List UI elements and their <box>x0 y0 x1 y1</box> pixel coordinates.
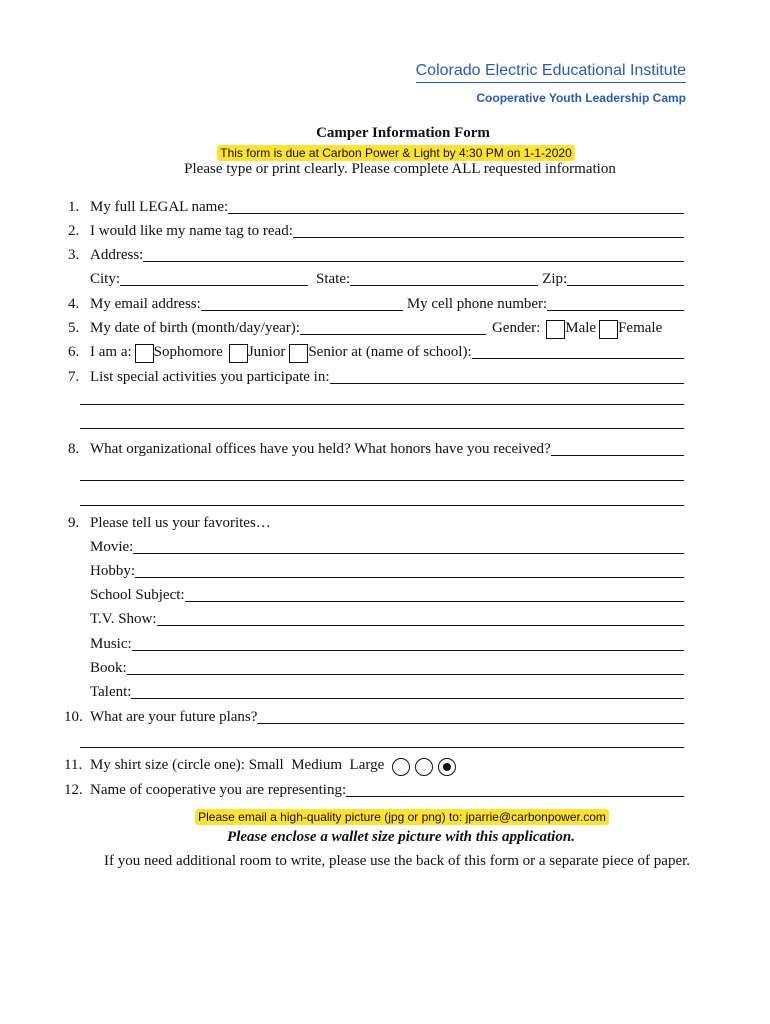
question-7 <box>68 366 684 386</box>
junior-label: Junior <box>247 344 286 360</box>
hobby-field[interactable] <box>135 563 684 578</box>
phone-label: My cell phone number: <box>406 296 548 312</box>
movie-label: Movie: <box>90 539 134 555</box>
question-4 <box>68 293 684 313</box>
activities-field[interactable] <box>330 369 684 384</box>
form-title: Camper Information Form <box>316 125 490 141</box>
question-label: Please tell us your favorites… <box>90 515 271 531</box>
subject-label: School Subject: <box>90 587 185 603</box>
question-label: List special activities you participate in: <box>90 369 330 385</box>
state-label: State: <box>316 271 351 287</box>
phone-field[interactable] <box>547 296 684 311</box>
question-label: Address: <box>90 247 144 263</box>
question-3 <box>68 244 684 264</box>
question-label: My email address: <box>90 296 201 312</box>
due-notice: This form is due at Carbon Power & Light by 4:30 PM on 1-1-2020 <box>217 145 575 161</box>
name-tag-field[interactable] <box>293 223 684 238</box>
senior-label: Senior at (name of school): <box>308 344 472 360</box>
question-9 <box>68 512 684 532</box>
shirt-size-radio-1[interactable] <box>392 758 410 776</box>
question-number: 7. <box>68 369 80 385</box>
question-2 <box>68 220 684 240</box>
zip-field[interactable] <box>567 271 684 286</box>
talent-label: Talent: <box>90 684 132 700</box>
additional-room-note: If you need additional room to write, please use the back of this form or a separate piece of paper. <box>104 853 691 869</box>
sophomore-checkbox[interactable] <box>135 344 154 363</box>
book-field[interactable] <box>127 660 684 675</box>
zip-label: Zip: <box>542 271 568 287</box>
question-number: 3. <box>68 247 80 263</box>
future-plans-line-2[interactable] <box>80 747 684 748</box>
cooperative-field[interactable] <box>346 782 684 797</box>
question-11 <box>64 754 684 774</box>
talent-field[interactable] <box>131 684 684 699</box>
movie-field[interactable] <box>133 539 684 554</box>
question-number: 11. <box>64 757 83 773</box>
email-notice-wrap <box>0 808 770 826</box>
question-label: My date of birth (month/day/year): <box>90 320 300 336</box>
shirt-size-radio-2[interactable] <box>415 758 433 776</box>
shirt-size-radio-3[interactable] <box>438 758 456 776</box>
question-12 <box>64 779 684 799</box>
question-3-city-row <box>68 268 684 288</box>
music-field[interactable] <box>132 636 684 651</box>
email-notice: Please email a high-quality picture (jpg or png) to: jparrie@carbonpower.com <box>195 809 609 825</box>
question-label: Name of cooperative you are representing: <box>90 782 347 798</box>
question-number: 5. <box>68 320 80 336</box>
subject-field[interactable] <box>185 587 684 602</box>
org-header <box>416 62 686 105</box>
future-plans-field[interactable] <box>257 709 684 724</box>
question-label: What organizational offices have you held? What honors have you received? <box>90 441 551 457</box>
email-field[interactable] <box>201 296 403 311</box>
question-5 <box>68 317 684 337</box>
question-number: 2. <box>68 223 80 239</box>
city-field[interactable] <box>120 271 308 286</box>
question-number: 12. <box>64 782 83 798</box>
tv-field[interactable] <box>157 611 684 626</box>
favorite-subject-row <box>68 584 684 604</box>
favorite-hobby-row <box>68 560 684 580</box>
question-10 <box>64 706 684 726</box>
question-label: My shirt size (circle one): Small Medium Large <box>90 757 385 773</box>
sophomore-label: Sophomore <box>153 344 223 360</box>
activities-line-2[interactable] <box>80 404 684 405</box>
favorite-talent-row <box>68 681 684 701</box>
junior-checkbox[interactable] <box>229 344 248 363</box>
state-field[interactable] <box>350 271 538 286</box>
female-label: Female <box>618 320 663 336</box>
question-label: I am a: <box>90 344 132 360</box>
male-checkbox[interactable] <box>546 320 565 339</box>
due-notice-wrap <box>0 144 770 162</box>
enclose-notice: Please enclose a wallet size picture with this application. <box>227 829 575 845</box>
favorite-book-row <box>68 657 684 677</box>
question-number: 10. <box>64 709 83 725</box>
female-checkbox[interactable] <box>599 320 618 339</box>
offices-field[interactable] <box>551 441 684 456</box>
legal-name-field[interactable] <box>228 199 684 214</box>
city-label: City: <box>90 271 121 287</box>
question-number: 9. <box>68 515 80 531</box>
school-field[interactable] <box>472 344 684 359</box>
favorite-movie-row <box>68 536 684 556</box>
question-number: 1. <box>68 199 80 215</box>
music-label: Music: <box>90 636 132 652</box>
shirt-size-options <box>392 758 461 776</box>
book-label: Book: <box>90 660 127 676</box>
favorite-music-row <box>68 633 684 653</box>
activities-line-3[interactable] <box>80 428 684 429</box>
question-label: I would like my name tag to read: <box>90 223 293 239</box>
male-label: Male <box>565 320 597 336</box>
hobby-label: Hobby: <box>90 563 135 579</box>
senior-checkbox[interactable] <box>289 344 308 363</box>
address-field[interactable] <box>143 247 684 262</box>
offices-line-3[interactable] <box>80 505 684 506</box>
org-title: Colorado Electric Educational Institute <box>416 62 686 83</box>
tv-label: T.V. Show: <box>90 611 157 627</box>
instructions: Please type or print clearly. Please complete ALL requested information <box>184 161 616 177</box>
question-label: My full LEGAL name: <box>90 199 229 215</box>
offices-line-2[interactable] <box>80 480 684 481</box>
gender-label: Gender: <box>491 320 541 336</box>
question-8 <box>68 438 684 458</box>
question-label: What are your future plans? <box>90 709 258 725</box>
question-6 <box>68 341 684 361</box>
favorite-tv-row <box>68 608 684 628</box>
org-subtitle: Cooperative Youth Leadership Camp <box>476 91 686 105</box>
dob-field[interactable] <box>300 320 486 335</box>
question-number: 8. <box>68 441 80 457</box>
question-number: 6. <box>68 344 80 360</box>
question-1 <box>68 196 684 216</box>
question-number: 4. <box>68 296 80 312</box>
